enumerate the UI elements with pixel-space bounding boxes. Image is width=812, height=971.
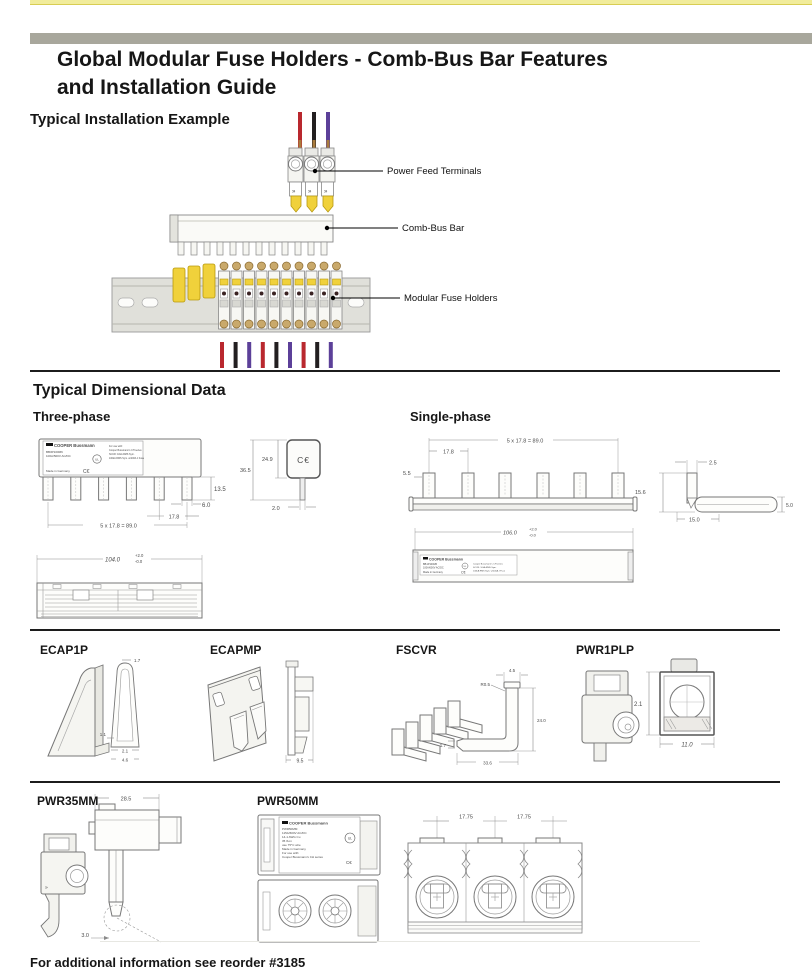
page-title-line2: and Installation Guide [57, 75, 277, 99]
svg-text:Made in Germany: Made in Germany [46, 469, 70, 473]
svg-text:COOPER Bussmann: COOPER Bussmann [429, 557, 464, 562]
ul-mark: UL [95, 457, 99, 462]
pwr35mm-drawing [33, 790, 223, 948]
end-clips [173, 264, 215, 302]
callout-comb-bus [325, 223, 465, 234]
svg-text:For use with:: For use with: [282, 851, 300, 855]
svg-text:1.7: 1.7 [439, 743, 446, 748]
svg-text:9.5: 9.5 [296, 758, 304, 765]
pwr35mm-dims-bottom [81, 933, 109, 940]
svg-text:Cooper Bussmann's CH series: Cooper Bussmann's CH series [473, 563, 503, 566]
single-phase-bar [409, 497, 637, 511]
divider-3 [30, 781, 780, 783]
svg-text:5.0: 5.0 [786, 503, 793, 509]
three-phase-product-label [43, 441, 145, 475]
svg-text:17.75: 17.75 [459, 814, 473, 821]
outgoing-wires [220, 342, 333, 368]
fscvr-isometric [392, 701, 482, 761]
pwr50mm-bottom-view [258, 880, 378, 942]
svg-text:COOPER Bussmann: COOPER Bussmann [289, 820, 328, 826]
svg-text:14-1 AWG Cu: 14-1 AWG Cu [282, 835, 301, 839]
ecap1p-front-view [111, 663, 139, 747]
svg-text:35 lb-in: 35 lb-in [282, 839, 292, 843]
svg-text:100A/600V AC/DC: 100A/600V AC/DC [423, 566, 444, 570]
three-phase-heading: Three-phase [33, 409, 111, 424]
svg-text:Made in Germany: Made in Germany [282, 847, 306, 851]
three-phase-cover-drawing [33, 545, 323, 633]
svg-text:24.9: 24.9 [262, 457, 273, 463]
top-accent-bar [30, 0, 812, 5]
svg-text:use 75°C wire: use 75°C wire [282, 843, 301, 847]
svg-text:+2.0: +2.0 [529, 526, 537, 532]
svg-text:COOPER Bussmann: COOPER Bussmann [54, 443, 95, 448]
svg-text:13.5: 13.5 [214, 487, 226, 493]
three-phase-side-drawing [238, 428, 363, 533]
dimensional-heading: Typical Dimensional Data [33, 382, 226, 399]
pwr1plp-front-view [660, 659, 714, 735]
single-phase-front-dims [403, 438, 618, 477]
pwr50mm-drawing [253, 790, 593, 952]
page-title-line1: Global Modular Fuse Holders - Comb-Bus Bar Features [57, 48, 608, 71]
svg-text:15.0: 15.0 [689, 517, 700, 524]
svg-text:+2.0: +2.0 [135, 553, 144, 558]
callout-power-feed-label: Power Feed Terminals [387, 166, 482, 177]
svg-text:5 x 17.8 = 89.0: 5 x 17.8 = 89.0 [506, 438, 544, 445]
ecapmp-heading: ECAPMP [210, 643, 262, 657]
fscvr-heading: FSCVR [396, 643, 437, 657]
callout-fuse-holders-label: Modular Fuse Holders [404, 293, 498, 304]
fscvr-drawing [390, 655, 560, 775]
pwr50mm-gang-view [404, 815, 582, 934]
svg-text:R0.5: R0.5 [480, 682, 490, 687]
svg-text:SCCR: 10kA RMS Sym.: SCCR: 10kA RMS Sym. [109, 453, 135, 456]
footer-note: For additional information see reorder #3185 [30, 955, 306, 970]
svg-text:5.5: 5.5 [403, 471, 411, 477]
pwr1plp-heading: PWR1PLP [576, 643, 635, 657]
pwr1plp-drawing [570, 655, 790, 775]
ce-mark: C€ [346, 860, 352, 865]
svg-text:100kA RMS Sym. w/200A J Fuse: 100kA RMS Sym. w/200A J Fuse [473, 570, 506, 573]
svg-text:11.0: 11.0 [681, 742, 693, 749]
single-phase-heading: Single-phase [410, 409, 491, 424]
callout-power-feed [313, 166, 482, 177]
svg-text:1.1: 1.1 [99, 732, 106, 737]
svg-text:100A/500V AC/DC: 100A/500V AC/DC [46, 454, 71, 458]
svg-text:6.0: 6.0 [202, 503, 211, 509]
svg-text:33.6: 33.6 [483, 760, 492, 766]
ce-mark: C€ [83, 469, 90, 475]
svg-text:104.0: 104.0 [105, 557, 121, 564]
svg-text:17.75: 17.75 [517, 814, 531, 821]
pwr35mm-heading: PWR35MM [37, 794, 99, 808]
pwr50mm-product-label [279, 817, 360, 873]
page-title [57, 46, 757, 101]
svg-text:17.8: 17.8 [443, 449, 454, 456]
svg-text:BB1P100M6: BB1P100M6 [423, 563, 438, 566]
svg-text:28.5: 28.5 [120, 796, 132, 803]
svg-text:Made in Germany: Made in Germany [423, 571, 443, 574]
svg-text:Cooper Bussmann's CH series: Cooper Bussmann's CH series [109, 449, 142, 452]
installation-illustration: » Power Feed Terminals Comb-Bus Bar Modular Fuse Holders [110, 110, 510, 372]
svg-text:2.0: 2.0 [272, 506, 280, 512]
svg-text:2.1: 2.1 [634, 702, 643, 708]
single-phase-side-dims [635, 460, 793, 524]
ecapmp-side-view [286, 661, 313, 755]
pwr50mm-heading: PWR50MM [257, 794, 319, 808]
installation-heading: Typical Installation Example [30, 111, 230, 128]
svg-text:17.8: 17.8 [168, 514, 180, 521]
pwr50mm-top-view [258, 815, 380, 875]
ecap1p-drawing [36, 655, 171, 767]
divider-1 [30, 370, 780, 372]
faint-divider [100, 941, 700, 942]
pwr35mm-isometric [41, 834, 88, 937]
svg-text:»: » [45, 885, 48, 891]
ul-mark: UL [347, 836, 353, 841]
fscvr-profile-view [457, 682, 520, 751]
svg-text:115A/600V AC/DC: 115A/600V AC/DC [282, 831, 307, 835]
single-phase-side-drawing [633, 440, 803, 535]
svg-text:106.0: 106.0 [503, 530, 517, 537]
svg-text:BB3P100M6: BB3P100M6 [46, 450, 63, 454]
ecapmp-isometric [208, 667, 266, 761]
ecapmp-drawing [200, 655, 340, 767]
svg-text:4.5: 4.5 [508, 668, 516, 673]
svg-text:24.0: 24.0 [537, 718, 546, 723]
comb-bus-bar-art [170, 215, 333, 255]
svg-text:36.5: 36.5 [240, 468, 251, 474]
svg-text:Cooper Bussmann's CH series: Cooper Bussmann's CH series [282, 855, 323, 859]
svg-text:SCCR: 10kA RMS Sym.: SCCR: 10kA RMS Sym. [473, 567, 497, 569]
pwr35mm-side-view [89, 804, 181, 942]
ce-mark: C€ [297, 455, 310, 465]
svg-text:-0.0: -0.0 [135, 559, 143, 564]
ecap1p-heading: ECAP1P [40, 643, 89, 657]
ce-mark: C€ [461, 570, 466, 575]
svg-text:PWR50MM: PWR50MM [282, 827, 298, 831]
ul-mark: UL [463, 566, 467, 568]
svg-text:For use with:: For use with: [109, 445, 123, 448]
svg-text:5 x 17.8 = 89.0: 5 x 17.8 = 89.0 [100, 523, 137, 530]
svg-text:15.6: 15.6 [635, 490, 646, 496]
incoming-wires [298, 112, 330, 150]
svg-text:2.5: 2.5 [709, 460, 717, 467]
single-phase-front-drawing [403, 430, 653, 525]
ecap1p-isometric [48, 665, 109, 756]
three-phase-cover-dims [37, 553, 202, 583]
svg-text:4.6: 4.6 [121, 757, 129, 763]
header-gray-bar [30, 33, 812, 44]
callout-comb-bus-label: Comb-Bus Bar [402, 223, 465, 234]
pwr1plp-isometric [582, 671, 639, 761]
svg-text:-0.0: -0.0 [529, 532, 536, 538]
single-phase-cover-drawing [405, 520, 655, 595]
single-phase-cover-dims [415, 527, 633, 551]
svg-text:2.1: 2.1 [121, 748, 129, 754]
svg-text:100kA RMS Sym. w/200A J Fuse: 100kA RMS Sym. w/200A J Fuse [109, 457, 145, 460]
svg-text:3.0: 3.0 [81, 933, 89, 939]
divider-2 [30, 629, 780, 631]
svg-text:1.7: 1.7 [134, 658, 141, 663]
single-phase-product-label [420, 555, 517, 575]
three-phase-cover-body [37, 583, 202, 618]
